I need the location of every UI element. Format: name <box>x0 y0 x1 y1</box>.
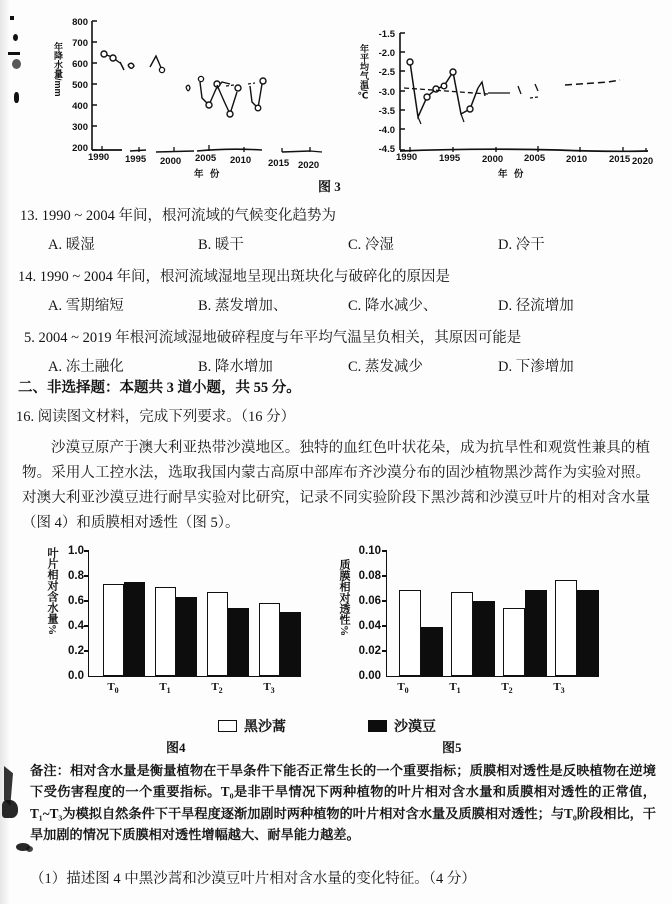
cat-text: T <box>449 681 457 693</box>
option-key: B. <box>198 359 212 376</box>
figure-note: 备注：相对含水量是衡量植物在干旱条件下能否正常生长的一个重要指标；质膜相对透性是反映植物在逆境下受伤害程度的一个重要指标。T₀是非干旱情况下两种植物的叶片相对含水量和质膜相对透性的正常值，T₁~T₃为模拟自然条件下干旱程度逐渐加剧时两种植物的叶片相对含水量及质膜相对透性；与T₀阶段相比，干旱加剧的情况下质膜相对透性增幅越大、耐旱能力越差。 <box>30 763 656 843</box>
figure-4-y-tick: 0.0 <box>68 670 84 682</box>
precip-y-tick: 200 <box>72 143 88 154</box>
option-14-d[interactable] <box>498 294 574 315</box>
option-key: D. <box>498 359 513 376</box>
option-text: 冻土融化 <box>65 359 124 376</box>
option-key: B. <box>198 298 212 315</box>
figure-5-category-label <box>434 681 476 695</box>
cat-text: T <box>263 681 271 693</box>
temp-y-axis-label: 年平均气温/℃ <box>359 44 369 102</box>
legend-item-heishahao <box>218 716 286 736</box>
axis-tick <box>382 625 387 627</box>
figure-4-y-tick: 0.6 <box>68 595 84 607</box>
precip-x-tick: 2005 <box>195 153 217 164</box>
figure-5-y-tick: 0.08 <box>358 570 381 582</box>
question-16-text: 阅读图文材料，完成下列要求。（16 分） <box>37 409 296 425</box>
scan-speck <box>8 52 20 55</box>
figure-4-category-label <box>248 681 290 695</box>
bar-heisha-t1 <box>155 587 176 676</box>
option-13-a[interactable] <box>48 233 95 254</box>
axis-tick <box>382 550 387 552</box>
option-13-b[interactable] <box>198 233 244 254</box>
question-15-number: 5. <box>24 330 35 347</box>
question-16-part-1: （1）描述图 4 中黑沙蒿和沙漠豆叶片相对含水量的变化特征。（4 分） <box>30 871 476 887</box>
figure-5-plot-area <box>386 550 599 677</box>
cat-sub: 2 <box>508 686 513 696</box>
precip-y-tick: 700 <box>72 38 88 49</box>
bar-shamodou-t2 <box>228 608 249 676</box>
question-15-text: 2004 ~ 2019 年根河流域湿地破碎程度与年平均气温呈负相关，其原因可能是 <box>38 330 522 347</box>
legend-label-white: 黑沙蒿 <box>244 720 286 735</box>
figure-5-caption: 图5 <box>442 740 462 755</box>
axis-tick <box>84 575 89 577</box>
question-14-number: 14. <box>18 269 37 286</box>
temperature-line-chart <box>358 4 658 184</box>
scan-speck <box>13 34 18 41</box>
option-key: C. <box>348 237 362 254</box>
bar-shamodou-t2 <box>525 590 547 676</box>
bar-shamodou-t1 <box>176 597 197 676</box>
bar-shamodou-t3 <box>577 590 599 676</box>
question-16-number: 16. <box>16 409 35 425</box>
option-key: A. <box>48 298 63 315</box>
figure-5-y-tick: 0.02 <box>358 645 381 657</box>
temp-y-tick: -4.0 <box>378 125 395 136</box>
figure-5-category-label <box>538 681 580 695</box>
precipitation-line-chart <box>34 4 324 184</box>
cat-sub: 2 <box>218 686 223 696</box>
temp-x-tick: 2000 <box>482 154 504 165</box>
option-text: 蒸发减少 <box>364 359 423 376</box>
temp-y-tick: -1.5 <box>378 29 395 40</box>
temp-x-tick: 2015 <box>609 154 631 165</box>
temp-y-tick: -4.5 <box>378 144 395 155</box>
cat-text: T <box>159 681 167 693</box>
axis-tick <box>382 575 387 577</box>
figure-5-y-tick: 0.10 <box>358 545 381 557</box>
option-key: D. <box>498 298 513 315</box>
option-text: 降水增加 <box>214 359 273 376</box>
axis-tick <box>382 650 387 652</box>
option-14-a[interactable] <box>48 294 124 315</box>
temp-x-axis-label: 年 份 <box>498 170 526 180</box>
figure-5-y-tick: 0.00 <box>358 670 381 682</box>
cat-text: T <box>397 681 405 693</box>
question-16-stem <box>0 407 672 428</box>
precip-y-tick: 500 <box>72 80 88 91</box>
precip-y-tick: 800 <box>72 17 88 28</box>
bar-shamodou-t3 <box>280 612 301 676</box>
bar-heisha-t0 <box>103 584 124 676</box>
precip-y-tick: 300 <box>72 122 88 133</box>
scan-blotch <box>26 846 33 852</box>
cat-text: T <box>553 681 561 693</box>
axis-tick <box>84 650 89 652</box>
option-text: 降水减少、 <box>364 298 438 315</box>
option-text: 蒸发增加、 <box>214 298 288 315</box>
option-key: C. <box>348 359 362 376</box>
bar-heisha-t2 <box>503 608 525 676</box>
question-15-stem <box>0 328 672 349</box>
legend-swatch-white-icon <box>218 720 237 732</box>
figure-3 <box>0 4 672 204</box>
question-13-options <box>0 233 672 259</box>
option-key: A. <box>48 237 63 254</box>
axis-tick <box>382 600 387 602</box>
bar-heisha-t3 <box>259 603 280 676</box>
figure-4-y-tick: 1.0 <box>68 545 84 557</box>
figure-4-category-label <box>144 681 186 695</box>
option-15-c[interactable] <box>348 355 423 376</box>
figure-4-plot-area <box>88 550 301 677</box>
legend-item-shamodou <box>368 716 436 736</box>
figure-4-y-tick: 0.8 <box>68 570 84 582</box>
option-text: 冷干 <box>515 237 545 254</box>
precip-y-axis-label: 年降水量/mm <box>53 42 63 97</box>
figure-4-caption: 图4 <box>166 740 186 755</box>
precip-x-tick: 2000 <box>160 156 182 167</box>
multiple-choice-questions <box>0 206 672 381</box>
precip-y-tick: 600 <box>72 59 88 70</box>
option-key: C. <box>348 298 362 315</box>
temp-y-tick: -2.0 <box>378 48 395 59</box>
legend-label-black: 沙漠豆 <box>394 720 436 735</box>
option-text: 径流增加 <box>515 298 574 315</box>
cat-text: T <box>501 681 509 693</box>
option-14-b[interactable] <box>198 294 287 315</box>
bar-chart-legend <box>0 716 672 738</box>
precip-x-tick: 2020 <box>298 160 320 171</box>
cat-sub: 1 <box>456 686 461 696</box>
precip-x-tick: 1990 <box>88 152 110 163</box>
option-15-a[interactable] <box>48 355 124 376</box>
question-13-number: 13. <box>20 208 39 224</box>
bar-shamodou-t0 <box>124 582 145 676</box>
precip-plot-svg <box>34 4 324 164</box>
question-14-text: 1990 ~ 2004 年间，根河流域湿地呈现出斑块化与破碎化的原因是 <box>39 269 450 286</box>
temp-x-tick: 1990 <box>396 152 418 163</box>
figure-5-y-axis-label: 质膜相对透性% <box>338 559 350 636</box>
figure-4-category-label <box>92 681 134 695</box>
legend-swatch-black-icon <box>368 720 387 732</box>
precip-y-tick: 400 <box>72 101 88 112</box>
option-text: 冷湿 <box>364 237 394 254</box>
temp-x-tick: 2005 <box>524 153 546 164</box>
temp-x-tick: 2010 <box>566 154 588 165</box>
figure-4-y-axis-label: 叶片相对含水量% <box>46 547 58 635</box>
cat-sub: 3 <box>560 686 565 696</box>
scan-speck <box>10 16 14 20</box>
precip-x-tick: 1995 <box>125 154 147 165</box>
bar-heisha-t1 <box>451 592 473 676</box>
option-15-d[interactable] <box>498 355 574 376</box>
axis-tick <box>84 625 89 627</box>
question-14-options <box>0 294 672 320</box>
option-text: 暖干 <box>214 237 244 254</box>
figure-5-category-label <box>382 681 424 695</box>
figure-4-category-label <box>196 681 238 695</box>
axis-tick <box>84 600 89 602</box>
temp-y-tick: -3.5 <box>378 106 395 117</box>
bar-shamodou-t1 <box>473 601 495 676</box>
option-text: 下渗增加 <box>515 359 574 376</box>
option-15-b[interactable] <box>198 355 273 376</box>
cat-text: T <box>211 681 219 693</box>
section-two <box>0 376 672 536</box>
question-13-stem <box>0 206 672 227</box>
figure-5-category-label <box>486 681 528 695</box>
figure-4-y-tick: 0.2 <box>68 645 84 657</box>
cat-sub: 3 <box>270 686 275 696</box>
temp-plot-svg <box>358 4 658 164</box>
precip-x-tick: 2015 <box>268 158 290 169</box>
figure-4-y-tick: 0.4 <box>68 620 84 632</box>
scan-speck <box>12 59 21 69</box>
option-13-c[interactable] <box>348 233 394 254</box>
cat-sub: 1 <box>166 686 171 696</box>
temp-y-tick: -3.0 <box>378 87 395 98</box>
bar-heisha-t3 <box>555 580 577 676</box>
bar-shamodou-t0 <box>421 627 443 676</box>
figure-3-caption: 图 3 <box>318 179 341 194</box>
temp-y-tick: -2.5 <box>378 67 395 78</box>
option-key: A. <box>48 359 63 376</box>
option-13-d[interactable] <box>498 233 545 254</box>
section-two-heading: 二、非选择题：本题共 3 道小题，共 55 分。 <box>18 380 301 396</box>
figure-4 <box>44 545 324 710</box>
temp-x-tick: 2020 <box>632 156 654 167</box>
cat-sub: 0 <box>404 686 409 696</box>
option-key: D. <box>498 237 513 254</box>
option-key: B. <box>198 237 212 254</box>
question-16-material-paragraph: 沙漠豆原产于澳大利亚热带沙漠地区。独特的血红色叶状花朵，成为抗旱性和观赏性兼具的植物。采用人工控水法，选取我国内蒙古高原中部库布齐沙漠分布的固沙植物黑沙蒿作为实验对照。对澳大利亚沙漠豆进行耐旱实验对比研究，记录不同实验阶段下黑沙蒿和沙漠豆叶片的相对含水量（图 4）和质膜相对透性（图 5）。 <box>22 440 650 531</box>
figure-5-y-tick: 0.04 <box>358 620 381 632</box>
figure-5 <box>336 545 636 710</box>
bar-heisha-t2 <box>207 592 228 676</box>
scan-speck <box>14 92 19 103</box>
bar-heisha-t0 <box>399 590 421 676</box>
cat-sub: 0 <box>114 686 119 696</box>
figure-5-y-tick: 0.06 <box>358 595 381 607</box>
temp-x-tick: 1995 <box>439 153 461 164</box>
cat-text: T <box>107 681 115 693</box>
axis-tick <box>84 550 89 552</box>
precip-x-tick: 2010 <box>230 155 252 166</box>
question-14-stem <box>0 267 672 288</box>
option-text: 暖湿 <box>65 237 95 254</box>
option-text: 雪期缩短 <box>65 298 124 315</box>
precip-x-axis-label: 年 份 <box>194 170 222 180</box>
option-14-c[interactable] <box>348 294 437 315</box>
question-13-text: 1990 ~ 2004 年间，根河流域的气候变化趋势为 <box>41 208 336 224</box>
